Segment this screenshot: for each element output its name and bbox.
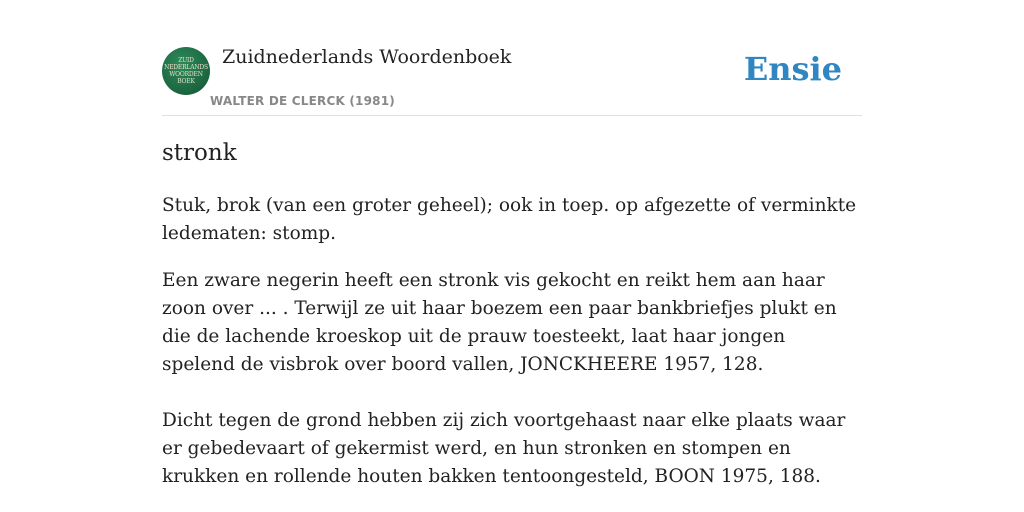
source-author: WALTER DE CLERCK (1981) [210, 94, 395, 108]
ensie-logo-link[interactable]: Ensie [743, 50, 842, 88]
logo-line: BOEK [177, 78, 195, 85]
logo-line: NEDERLANDS [164, 64, 208, 71]
logo-line: ZUID [178, 57, 194, 64]
entry-definition: Stuk, brok (van een groter geheel); ook in toep. op afgezette of verminkte ledematen: stomp. [162, 195, 857, 244]
entry-example: Een zware negerin heeft een stronk vis gekocht en reikt hem aan haar zoon over ... . Terwijl ze uit haar boezem een paar bankbriefjes plukt en die de lachende kroeskop uit de prauw toesteekt, laat haar jongen spelend de visbrok over boord vallen, JONCKHEERE 1957, 128. [162, 270, 837, 375]
logo-line: WOORDEN [169, 71, 203, 78]
source-header [162, 44, 862, 116]
source-logo[interactable] [162, 47, 210, 95]
entry-example: Dicht tegen de grond hebben zij zich voortgehaast naar elke plaats waar er gebedevaart of gekermist werd, en hun stronken en stompen en krukken en rollende houten bakken tentoongesteld, BOON 1975, 188. [162, 410, 846, 487]
entry-headword: stronk [162, 140, 237, 166]
header-divider [162, 115, 862, 116]
source-title-link[interactable]: Zuidnederlands Woordenboek [222, 46, 512, 68]
